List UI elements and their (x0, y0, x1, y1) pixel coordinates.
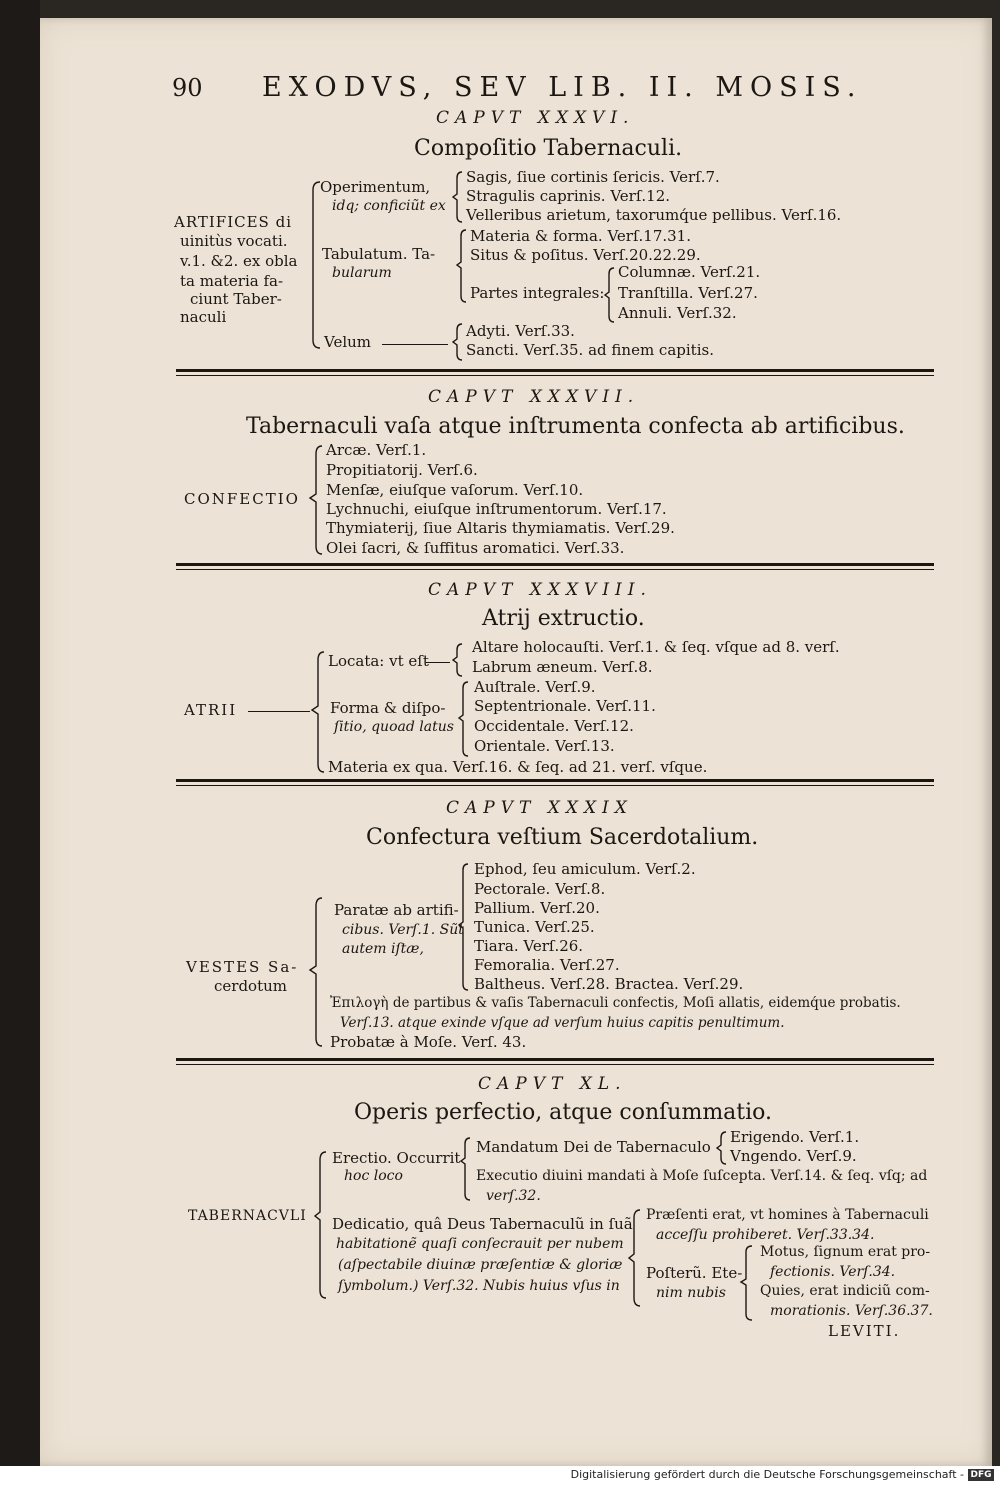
caput-37-heading: CAPVT XXXVII. (428, 387, 640, 407)
c39-root-sub: cerdotum (214, 977, 287, 995)
c37-item: Thymiaterij, ſiue Altaris thymiamatis. Verſ.29. (326, 519, 675, 537)
caput-39-heading: CAPVT XXXIX (446, 798, 633, 818)
c40-dedicatio-line: (aſpectabile diuinæ præſentiæ & gloriæ (338, 1257, 623, 1273)
c36-velum: Velum (324, 333, 372, 351)
c36-operimentum-brace (452, 170, 464, 224)
footer-text: Digitalisierung gefördert durch die Deutsche Forschungsgemeinschaft - (570, 1468, 964, 1481)
c40-posteru-item: fectionis. Verſ.34. (770, 1264, 896, 1280)
c39-paratae-item: Tiara. Verſ.26. (474, 937, 584, 955)
c40-root: TABERNACVLI (188, 1208, 307, 1224)
c39-paratae-item: Pectorale. Verſ.8. (474, 880, 606, 898)
c38-forma-brace (458, 680, 470, 758)
c40-posteru-brace (740, 1244, 754, 1322)
c36-operimentum: Operimentum, (320, 178, 431, 196)
c40-posteru-item: Quies, erat indiciũ com- (760, 1283, 930, 1299)
section-rule (176, 785, 934, 786)
c36-op-item: Stragulis caprinis. Verſ.12. (466, 187, 671, 205)
c36-tabulatum-brace (456, 228, 468, 304)
c36-op-item: Velleribus arietum, taxorumq́ue pellibus. Verſ.16. (466, 206, 842, 224)
c36-tab-item: Situs & poſitus. Verſ.20.22.29. (470, 246, 701, 264)
c39-paratae-item: Femoralia. Verſ.27. (474, 956, 620, 974)
caput-40-heading: CAPVT XL. (478, 1074, 627, 1094)
c38-forma-item: Occidentale. Verſ.12. (474, 717, 634, 735)
c40-praesenti-line: Præſenti erat, vt homines à Tabernaculi (646, 1207, 929, 1223)
c40-erectio-line: Erectio. Occurrit (332, 1149, 461, 1167)
c39-paratae-line: cibus. Verſ.1. Sũt (342, 922, 464, 938)
c36-root-line: v.1. &2. ex obla (180, 252, 298, 270)
c38-forma-sub: ſitio, quoad latus (334, 719, 454, 735)
c40-dedicatio-brace (628, 1208, 642, 1308)
c40-dedicatio-line: habitationẽ quaſi conſecrauit per nubem (336, 1236, 624, 1252)
c36-root-line: ta materia fa- (180, 272, 284, 290)
c40-posteru-line: Poſterũ. Ete- (646, 1264, 743, 1282)
c36-partes: Partes integrales: (470, 284, 605, 302)
caput-37-title: Tabernaculi vaſa atque inſtrumenta confecta ab artificibus. (246, 414, 905, 439)
c40-posteru-item: morationis. Verſ.36.37. (770, 1303, 933, 1319)
c36-partes-item: Columnæ. Verſ.21. (618, 263, 761, 281)
c38-main-brace (310, 650, 326, 774)
c39-paratae-line: autem iſtæ, (342, 941, 424, 957)
c38-root-dash (248, 711, 310, 712)
c36-partes-brace (604, 266, 616, 324)
running-title: EXODVS, SEV LIB. II. MOSIS. (262, 72, 863, 103)
c36-partes-item: Tranſtilla. Verſ.27. (618, 284, 758, 302)
c37-item: Propitiatorij. Verſ.6. (326, 461, 478, 479)
c38-root: ATRII (184, 701, 238, 719)
section-rule (176, 563, 934, 566)
page-number: 90 (172, 74, 203, 102)
section-rule (176, 779, 934, 782)
c39-paratae-brace (458, 862, 470, 992)
c40-posteru-item: Motus, ſignum erat pro- (760, 1244, 931, 1260)
c37-root: CONFECTIO (184, 490, 300, 508)
section-rule (176, 369, 934, 372)
c36-tabulatum: Tabulatum. Ta- (322, 245, 436, 263)
c37-item: Arcæ. Verſ.1. (326, 441, 427, 459)
c40-executio-line: Executio diuini mandati à Moſe ſuſcepta. Verſ.14. & ſeq. vſq; ad (476, 1168, 928, 1184)
c40-main-brace (314, 1150, 328, 1300)
c39-paratae-item: Ephod, ſeu amiculum. Verſ.2. (474, 860, 696, 878)
c39-root: VESTES Sa- (186, 958, 299, 976)
c39-paratae-item: Tunica. Verſ.25. (474, 918, 595, 936)
c37-brace (308, 444, 324, 556)
c38-forma-item: Orientale. Verſ.13. (474, 737, 615, 755)
caput-39-title: Confectura veſtium Sacerdotalium. (366, 825, 759, 850)
c40-mandatum-item: Erigendo. Verſ.1. (730, 1128, 860, 1146)
c40-mandatum-item: Vngendo. Verſ.9. (730, 1147, 857, 1165)
c36-root-line: ciunt Taber- (190, 290, 282, 308)
c40-posteru-line: nim nubis (656, 1285, 726, 1301)
c38-forma-item: Auſtrale. Verſ.9. (474, 678, 596, 696)
c40-mandatum-brace (716, 1130, 728, 1166)
c36-op-item: Sagis, ſiue cortinis ſericis. Verſ.7. (466, 168, 720, 186)
c36-root-line: naculi (180, 308, 227, 326)
c38-materia: Materia ex qua. Verſ.16. & ſeq. ad 21. verſ. vſque. (328, 758, 708, 776)
c39-epilogue: Ἐπιλογὴ de partibus & vaſis Tabernaculi confectis, Moſi allatis, eidemq́ue probatis. (330, 995, 901, 1011)
c36-velum-dash (382, 344, 448, 345)
c38-forma: Forma & diſpo- (330, 699, 446, 717)
c38-forma-item: Septentrionale. Verſ.11. (474, 697, 656, 715)
section-rule (176, 569, 934, 570)
c39-main-brace (308, 896, 324, 1048)
c40-erectio-line: hoc loco (344, 1168, 403, 1184)
c36-tab-item: Materia & forma. Verſ.17.31. (470, 227, 691, 245)
section-rule (176, 375, 934, 376)
c38-locata-item: Altare holocauſti. Verſ.1. & ſeq. vſque ad 8. verſ. (472, 638, 840, 656)
section-rule (176, 1064, 934, 1065)
c38-locata: Locata: vt eſt (328, 652, 429, 670)
c39-epilogue: Verſ.13. atque exinde vſque ad verſum huius capitis penultimum. (340, 1015, 785, 1031)
c40-dedicatio-line: Dedicatio, quâ Deus Tabernaculũ in ſuã (332, 1215, 633, 1233)
c36-velum-item: Sancti. Verſ.35. ad finem capitis. (466, 341, 714, 359)
caput-36-title: Compoſitio Tabernaculi. (414, 136, 683, 161)
c36-operimentum-sub: idq; conficiũt ex (332, 198, 446, 214)
c36-velum-brace (452, 322, 464, 362)
book-spine (0, 0, 40, 1485)
dfg-logo: DFG (968, 1469, 994, 1481)
c36-velum-item: Adyti. Verſ.33. (466, 322, 575, 340)
c38-locata-item: Labrum æneum. Verſ.8. (472, 658, 653, 676)
footer-bar (0, 1466, 1000, 1485)
c37-item: Olei ſacri, & ſuffitus aromatici. Verſ.33. (326, 539, 625, 557)
caput-36-heading: CAPVT XXXVI. (436, 108, 635, 128)
c39-probatae: Probatæ à Moſe. Verſ. 43. (330, 1033, 527, 1051)
c36-partes-item: Annuli. Verſ.32. (618, 304, 737, 322)
c39-paratae-item: Pallium. Verſ.20. (474, 899, 600, 917)
c40-erectio-brace (460, 1136, 472, 1202)
c37-item: Lychnuchi, eiuſque inſtrumentorum. Verſ.17. (326, 500, 667, 518)
c36-root: ARTIFICES di (174, 213, 292, 231)
c40-praesenti-line: acceſſu prohiberet. Verſ.33.34. (656, 1227, 875, 1243)
c36-main-brace (308, 180, 322, 350)
c38-locata-brace (452, 642, 464, 678)
caput-40-title: Operis perfectio, atque conſummatio. (354, 1100, 773, 1125)
c39-paratae-item: Baltheus. Verſ.28. Bractea. Verſ.29. (474, 975, 744, 993)
caput-38-title: Atrij extructio. (482, 606, 645, 631)
c37-item: Menſæ, eiuſque vaſorum. Verſ.10. (326, 481, 584, 499)
c38-locata-dash (426, 662, 450, 663)
caput-38-heading: CAPVT XXXVIII. (428, 580, 652, 600)
c36-root-line: uinitùs vocati. (180, 232, 288, 250)
c40-executio-line: verſ.32. (486, 1188, 541, 1204)
c40-mandatum: Mandatum Dei de Tabernaculo (476, 1138, 711, 1156)
catchword: LEVITI. (828, 1322, 901, 1340)
section-rule (176, 1058, 934, 1061)
c39-paratae-line: Paratæ ab artifi- (334, 901, 459, 919)
c40-dedicatio-line: ſymbolum.) Verſ.32. Nubis huius vſus in (338, 1278, 620, 1294)
c36-tabulatum-sub: bularum (332, 265, 392, 281)
